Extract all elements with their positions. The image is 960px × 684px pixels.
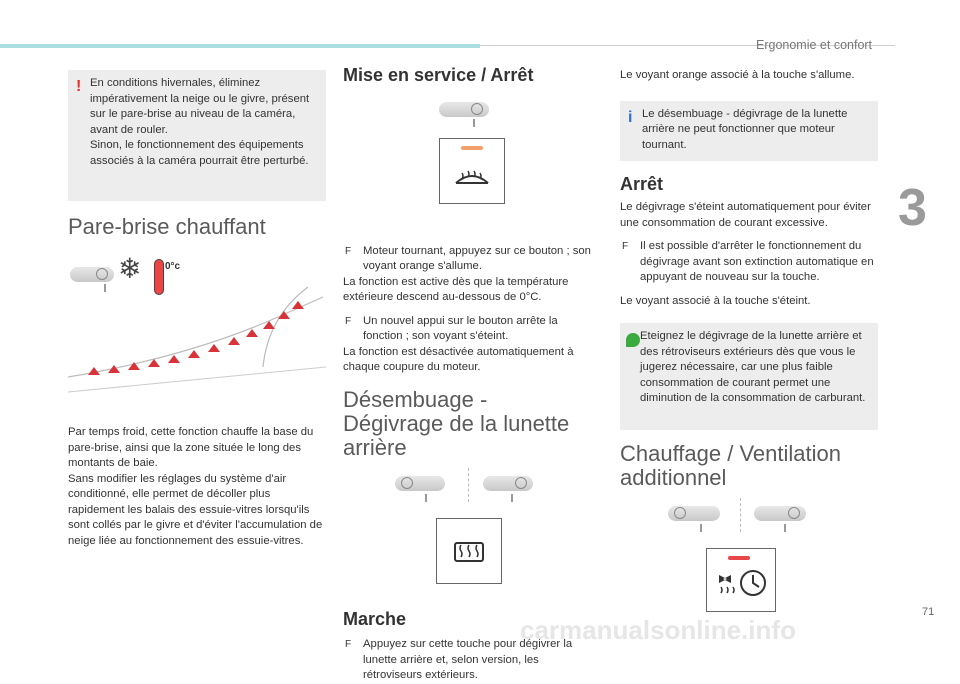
heading-on: Marche: [343, 608, 407, 629]
mirror-icon-left: [395, 476, 445, 491]
heated-windscreen-body: Par temps froid, cette fonction chauffe la base du pare-brise, ainsi que la zone située le long des montants de baie. Sans modifier les réglages du système d'air conditionné, elle permet de décoller plus rapidement les balais des essuie-vitres lorsqu'ils sont collés par le givre et d'éviter l'accumulation de neige liée au fonctionnement des essuie-vitres.: [68, 426, 323, 547]
rear-demist-button: [436, 518, 502, 584]
eco-box: [620, 323, 878, 430]
chapter-number: 3: [898, 179, 927, 237]
additional-heating-illustration: [620, 498, 878, 618]
rear-demist-illustration: [343, 468, 596, 586]
bullet-mark: F: [622, 241, 629, 252]
para-auto-off: Le dégivrage s'éteint automatiquement pour éviter une consommation de courant excessive.: [620, 201, 871, 229]
info-icon: i: [628, 108, 633, 126]
rear-demist-icon: [437, 519, 501, 583]
info-box: [620, 101, 878, 161]
temperature-label: 0°c: [165, 261, 181, 272]
heading-heated-windscreen: Pare-brise chauffant: [68, 214, 266, 239]
warning-icon: !: [76, 78, 82, 95]
windscreen-illustration: [68, 253, 326, 397]
mirror-icon-right: [754, 506, 806, 521]
eco-leaf-icon: [626, 333, 640, 347]
top-accent-bar: [0, 44, 480, 48]
warning-box: [68, 70, 326, 201]
page-number: 71: [922, 606, 935, 618]
bullet-mark: F: [345, 245, 352, 257]
bullet-mark: F: [345, 639, 352, 650]
heading-additional-heating: Chauffage / Ventilation additionnel: [620, 441, 841, 490]
para-deactivated: La fonction est désactivée automatiquement à chaque coupure du moteur.: [343, 345, 574, 373]
bullet-stop: F Un nouvel appui sur le bouton arrête la fonction ; son voyant s'éteint.: [345, 314, 558, 342]
mirror-icon-right: [483, 476, 533, 491]
additional-heating-button: [706, 548, 776, 612]
mirror-icon: [439, 102, 489, 117]
snowflake-icon: ❄: [118, 253, 142, 284]
column-left: [68, 70, 326, 549]
windscreen-heat-button: [439, 138, 505, 204]
bullet-start: F Moteur tournant, appuyez sur ce bouton ; son voyant orange s'allume.: [345, 244, 591, 272]
bullet-mark: F: [345, 315, 352, 327]
para-orange-led: Le voyant orange associé à la touche s'allume.: [620, 69, 855, 81]
info-text: Le désembuage - dégivrage de la lunette arrière ne peut fonctionner que moteur tournant.: [642, 107, 848, 151]
heading-rear-demist: Désembuage - Dégivrage de la lunette arrière: [343, 386, 570, 460]
para-active: La fonction est active dès que la température extérieure descend au-dessous de 0°C.: [343, 275, 569, 303]
bullet-manual-stop: F Il est possible d'arrêter le fonctionnement du dégivrage avant son extinction automatique en appuyant de nouveau sur la touche.: [622, 240, 874, 283]
warning-text: En conditions hivernales, éliminez impérativement la neige ou le givre, présent sur le pare-brise au niveau de la caméra, avant de rouler. Sinon, le fonctionnement des équipements associés à la caméra pourrait être perturbé.: [90, 77, 310, 167]
heading-stop: Arrêt: [620, 173, 664, 194]
heading-on-off: Mise en service / Arrêt: [343, 65, 534, 85]
windscreen-drawing: [68, 253, 326, 397]
windscreen-heat-icon: [440, 139, 504, 203]
watermark: carmanualsonline.info: [520, 615, 796, 645]
column-middle: [343, 66, 596, 684]
eco-text: Eteignez le dégivrage de la lunette arrière et des rétroviseurs extérieurs dès que vous le jugerez nécessaire, car une plus faible consommation de courant permet une diminution de la consommation de carburant.: [640, 330, 866, 404]
column-right: [620, 66, 878, 618]
section-title: Ergonomie et confort: [756, 38, 873, 52]
para-led-off: Le voyant associé à la touche s'éteint.: [620, 294, 811, 307]
fan-timer-icon: [707, 549, 775, 611]
windscreen-button-illustration: [343, 94, 596, 220]
mirror-icon-left: [668, 506, 720, 521]
bullet-press: F Appuyez sur cette touche pour dégivrer la lunette arrière et, selon version, les rétroviseurs extérieurs.: [345, 638, 573, 681]
